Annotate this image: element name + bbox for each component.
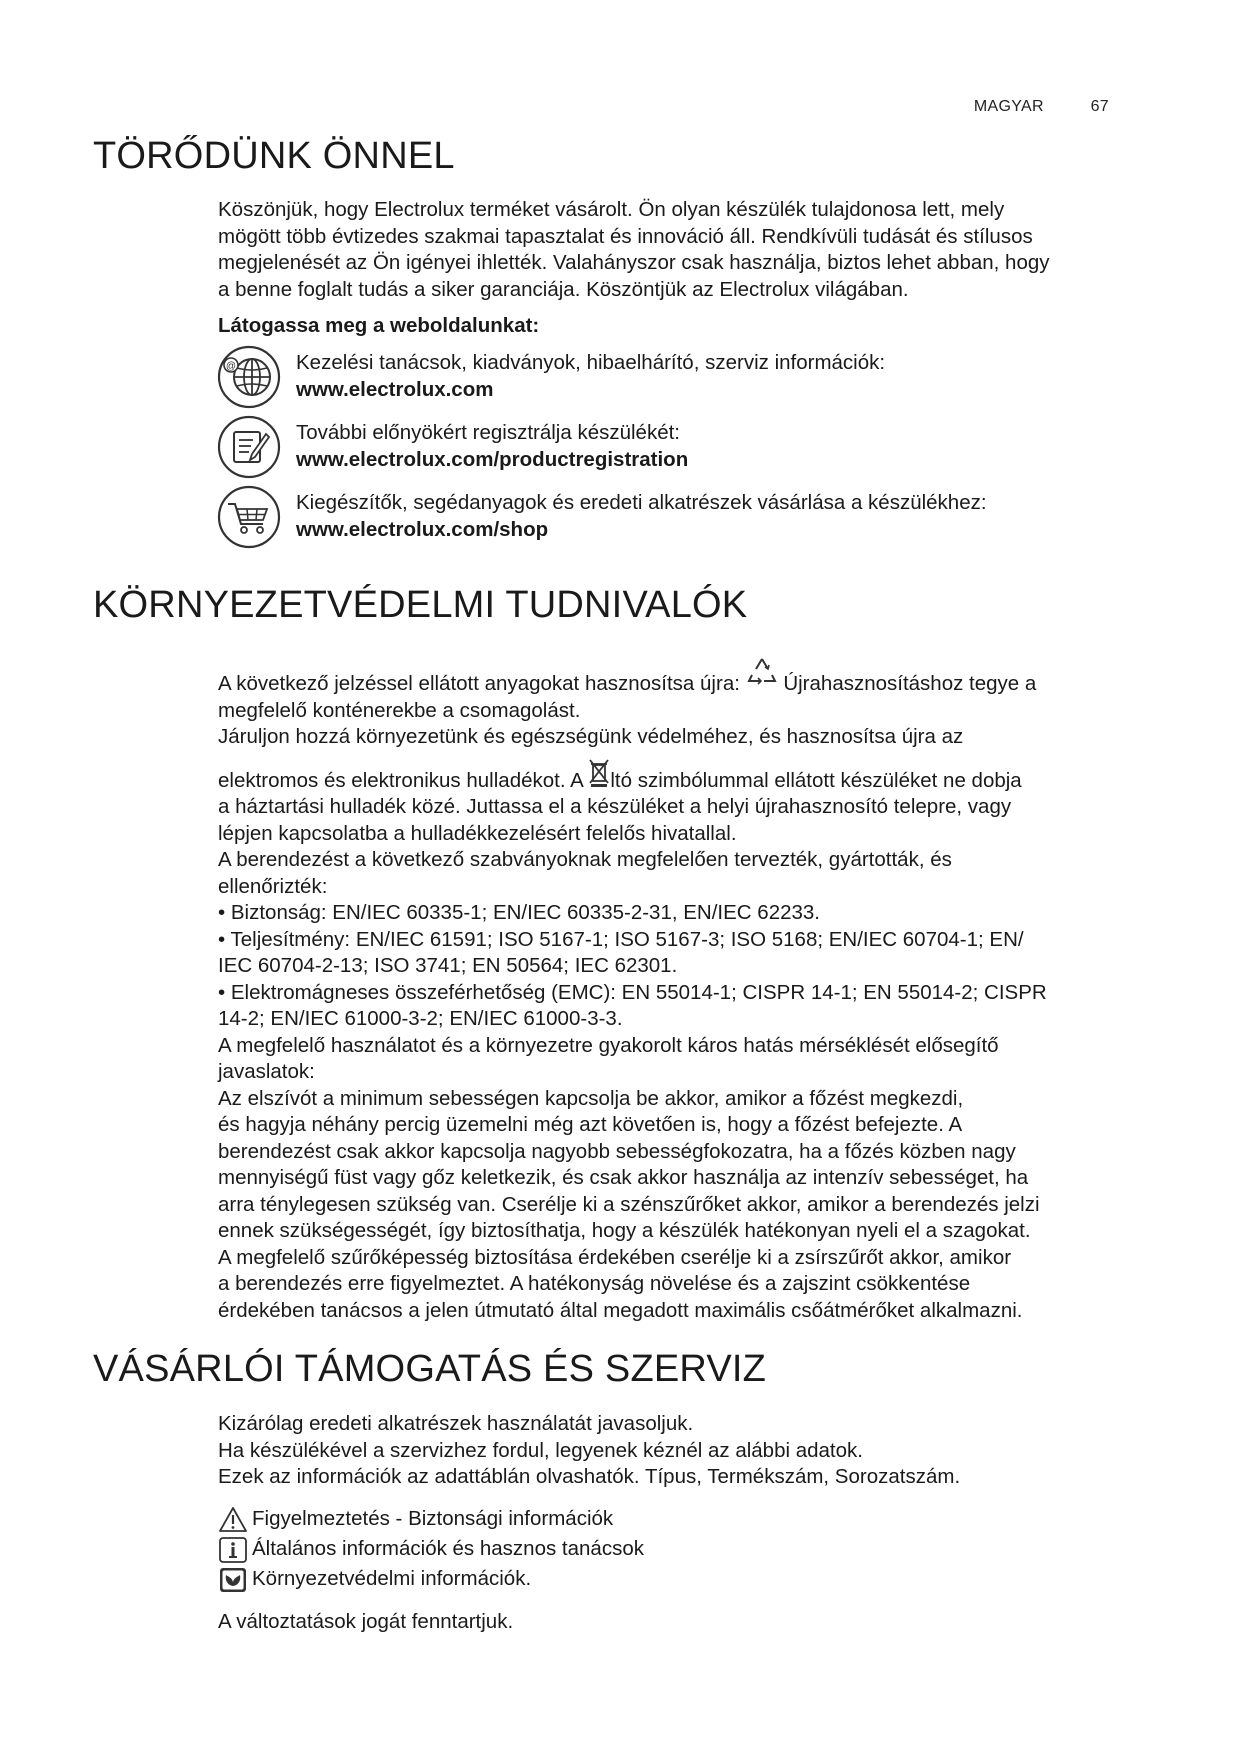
legend-label: Figyelmeztetés - Biztonsági információk [252, 1507, 614, 1531]
weee-text-before: elektromos és elektronikus hulladékot. A [218, 768, 583, 792]
standards-line: • Biztonság: EN/IEC 60335-1; EN/IEC 60335-2-31, EN/IEC 62233. [218, 901, 820, 924]
section-support-body [218, 1411, 1138, 1635]
link-row-shop [218, 484, 1138, 550]
standards-line: javaslatok: [218, 1060, 315, 1083]
link-text-registration [296, 420, 688, 473]
visit-website-title: Látogassa meg a weboldalunkat: [218, 314, 540, 337]
standards-line: A megfelelő szűrőképesség biztosítása érdekében cserélje ki a zsírszűrőt akkor, amikor [218, 1245, 1012, 1269]
weee-line-1: Járuljon hozzá környezetünk és egészségünk védelméhez, és hasznosítsa újra az [218, 725, 964, 748]
standards-line: A berendezést a következő szabványoknak megfelelően tervezték, gyártották, és [218, 848, 952, 871]
intro-line: megjelenését az Ön igényei ihlették. Valahányszor csak használja, biztos lehet abban, hogy [218, 251, 1050, 274]
warning-icon [218, 1506, 248, 1534]
section-environment-body [218, 656, 1138, 1324]
weee-line: lépjen kapcsolatba a hulladékkezelésért felelős hivatallal. [218, 821, 737, 845]
legend-label: Általános információk és hasznos tanácsok [252, 1537, 644, 1561]
environment-icon [218, 1566, 248, 1594]
standards-line: Az elszívót a minimum sebességen kapcsolja be akkor, amikor a főzést megkezdi, [218, 1086, 964, 1110]
recycle-line [218, 656, 1138, 698]
recycle-text-after: Újrahasznosításhoz tegye a [783, 672, 1037, 695]
standards-line: arra ténylegesen szükség van. Cserélje ki a szénszűrőket akkor, amikor a berendezés jelzi [218, 1192, 1040, 1216]
symbol-legend [218, 1505, 1138, 1595]
link-description: Kiegészítők, segédanyagok és eredeti alkatrészek vásárlása a készülékhez: [296, 491, 987, 514]
link-text-shop [296, 490, 987, 543]
register-icon [216, 414, 282, 480]
intro-line: a benne foglalt tudás a siker garanciája. Köszöntjük az Electrolux világában. [218, 277, 909, 301]
globe-icon [216, 344, 282, 410]
link-url-shop[interactable]: www.electrolux.com/shop [296, 517, 549, 541]
standards-line: és hagyja néhány percig üzemelni még azt követően is, hogy a főzést befejezte. A [218, 1113, 963, 1136]
link-description: További előnyökért regisztrálja készülékét: [296, 421, 680, 444]
support-line: Kizárólag eredeti alkatrészek használatát javasoljuk. [218, 1412, 694, 1435]
closing-note: A változtatások jogát fenntartjuk. [218, 1609, 514, 1633]
weee-line-2 [218, 757, 1138, 795]
crossed-bin-icon [588, 757, 610, 787]
section-care-body [218, 197, 1138, 550]
section-title-care: TÖRŐDÜNK ÖNNEL [93, 135, 455, 177]
legend-warning [218, 1505, 1138, 1535]
recycle-line-2: megfelelő konténerekbe a csomagolást. [218, 698, 581, 722]
link-url-registration[interactable]: www.electrolux.com/productregistration [296, 447, 689, 471]
link-text-support [296, 350, 885, 403]
standards-line: ennek szükségességét, így biztosíthatja, hogy a készülék hatékonyan nyeli el a szagokat. [218, 1219, 1031, 1242]
language-label: MAGYAR [973, 98, 1044, 115]
link-row-registration [218, 414, 1138, 480]
legend-label: Környezetvédelmi információk. [252, 1567, 532, 1591]
svg-text:@: @ [225, 360, 237, 372]
standards-line: A megfelelő használatot és a környezetre gyakorolt káros hatás mérséklését elősegítő [218, 1033, 999, 1057]
recycle-text-before: A következő jelzéssel ellátott anyagokat hasznosítsa újra: [218, 672, 740, 695]
legend-environment [218, 1565, 1138, 1595]
link-url-electrolux[interactable]: www.electrolux.com [296, 377, 494, 401]
intro-line: Köszönjük, hogy Electrolux terméket vásárolt. Ön olyan készülék tulajdonosa lett, mely [218, 198, 1005, 221]
intro-line: mögött több évtizedes szakmai tapasztalat és innováció áll. Rendkívüli tudását és stílusos [218, 224, 1033, 248]
info-icon [218, 1536, 248, 1564]
standards-line: a berendezés erre figyelmeztet. A hatékonyság növelése és a zajszint csökkentése [218, 1272, 971, 1295]
legend-info [218, 1535, 1138, 1565]
page-header [974, 98, 1109, 116]
section-title-support: VÁSÁRLÓI TÁMOGATÁS ÉS SZERVIZ [93, 1348, 767, 1390]
standards-line: ellenőrizték: [218, 874, 328, 898]
standards-line: mennyiségű füst vagy gőz keletkezik, és csak akkor használja az intenzív sebességet, ha [218, 1166, 1029, 1189]
standards-line: érdekében tanácsos a jelen útmutató által megadott maximális csőátmérőket alkalmazni. [218, 1298, 1023, 1322]
weee-line: a háztartási hulladék közé. Juttassa el a készüléket a helyi újrahasznosító telepre, vagy [218, 795, 1012, 818]
standards-line: IEC 60704-2-13; ISO 3741; EN 50564; IEC 62301. [218, 954, 678, 977]
section-title-environment: KÖRNYEZETVÉDELMI TUDNIVALÓK [93, 584, 748, 626]
recycle-icon [746, 656, 778, 688]
page-number: 67 [1090, 98, 1109, 115]
standards-line: • Teljesítmény: EN/IEC 61591; ISO 5167-1; ISO 5167-3; ISO 5168; EN/IEC 60704-1; EN/ [218, 927, 1024, 951]
weee-text-after: ltó szimbólummal ellátott készüléket ne dobja [610, 768, 1022, 792]
support-line: Ha készülékével a szervizhez fordul, legyenek kéznél az alábbi adatok. [218, 1438, 863, 1462]
link-row-support [218, 344, 1138, 410]
link-description: Kezelési tanácsok, kiadványok, hibaelhárító, szerviz információk: [296, 351, 886, 374]
standards-line: 14-2; EN/IEC 61000-3-2; EN/IEC 61000-3-3. [218, 1007, 623, 1030]
shopping-cart-icon [216, 484, 282, 550]
standards-line: berendezést csak akkor kapcsolja nagyobb sebességfokozatra, ha a főzés közben nagy [218, 1139, 1016, 1163]
standards-line: • Elektromágneses összeférhetőség (EMC): EN 55014-1; CISPR 14-1; EN 55014-2; CISPR [218, 980, 1047, 1004]
support-line: Ezek az információk az adattáblán olvashatók. Típus, Termékszám, Sorozatszám. [218, 1465, 961, 1488]
